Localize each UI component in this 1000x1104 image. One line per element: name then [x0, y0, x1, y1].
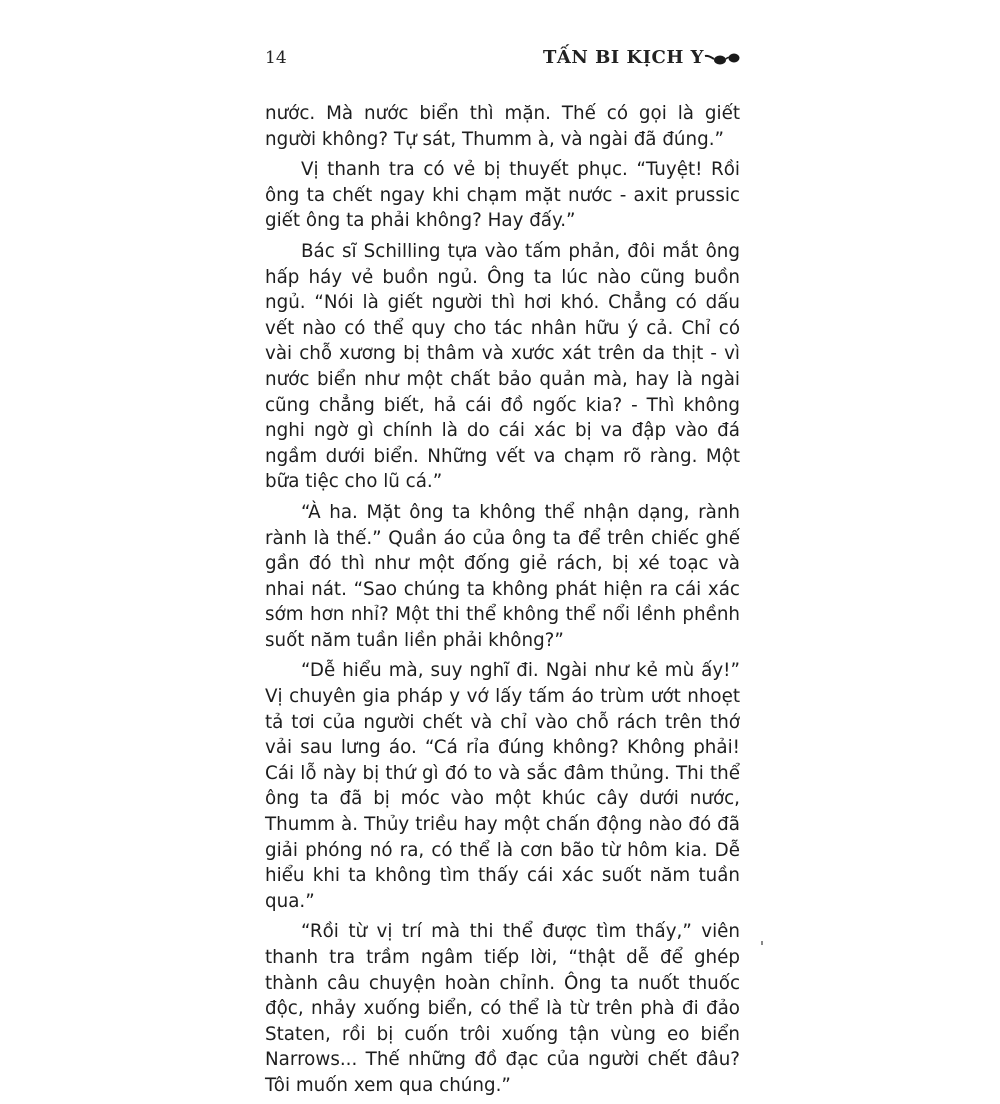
running-head-title: TẤN BI KỊCH Y [543, 47, 704, 68]
paragraph-4: “À ha. Mặt ông ta không thể nhận dạng, rành rành là thế.” Quần áo của ông ta để trên chiếc ghế gần đó thì như một đống giẻ rách, bị xé toạc và nhai nát. “Sao chúng ta không phát hiện ra cái xác sớm hơn nhỉ? Một thi thể không thể nổi lềnh phềnh suốt năm tuần liền phải không?” [265, 501, 740, 651]
paragraph-6: “Rồi từ vị trí mà thi thể được tìm thấy,” viên thanh tra trầm ngâm tiếp lời, “thật dễ để ghép thành câu chuyện hoàn chỉnh. Ông ta nuốt thuốc độc, nhảy xuống biển, có thể là từ trên phà đi đảo Staten, rồi bị cuốn trôi xuống tận vùng eo biển Narrows... Thế những đồ đạc của người chết đâu? Tôi muốn xem qua chúng.” [265, 921, 740, 1096]
page-header [265, 48, 740, 72]
paragraph-2: Vị thanh tra có vẻ bị thuyết phục. “Tuyệt! Rồi ông ta chết ngay khi chạm mặt nước - axit prussic giết ông ta phải không? Hay đấy.” [265, 159, 740, 232]
page-number: 14 [265, 48, 287, 68]
body-text [265, 101, 740, 1104]
paragraph-1: nước. Mà nước biển thì mặn. Thế có gọi là giết người không? Tự sát, Thumm à, và ngài đã đúng.” [265, 103, 740, 150]
print-speck [761, 941, 763, 945]
paragraph-5: “Dễ hiểu mà, suy nghĩ đi. Ngài như kẻ mù ấy!” Vị chuyên gia pháp y vớ lấy tấm áo trùm ướt nhoẹt tả tơi của người chết và chỉ vào chỗ rách trên thớ vải sau lưng áo. “Cá rỉa đúng không? Không phải! Cái lỗ này bị thứ gì đó to và sắc đâm thủng. Thi thể ông ta đã bị móc vào một khúc cây dưới nước, Thumm à. Thủy triều hay một chấn động nào đó đã giải phóng nó ra, có thể là cơn bão từ hôm kia. Dễ hiểu khi ta không tìm thấy cái xác suốt năm tuần qua.” [265, 660, 740, 912]
paragraph-3: Bác sĩ Schilling tựa vào tấm phản, đôi mắt ông hấp háy vẻ buồn ngủ. Ông ta lúc nào cũng buồn ngủ. “Nói là giết người thì hơi khó. Chẳng có dấu vết nào có thể quy cho tác nhân hữu ý cả. Chỉ có vài chỗ xương bị thâm và xước xát trên da thịt - vì nước biển như một chất bảo quản mà, hay là ngài cũng chẳng biết, hả cái đồ ngốc kia? - Thì không nghi ngờ gì chính là do cái xác bị va đập vào đá ngầm dưới biển. Những vết va chạm rõ ràng. Một bữa tiệc cho lũ cá.” [265, 240, 740, 493]
spectacles-ornament-icon [704, 50, 740, 66]
